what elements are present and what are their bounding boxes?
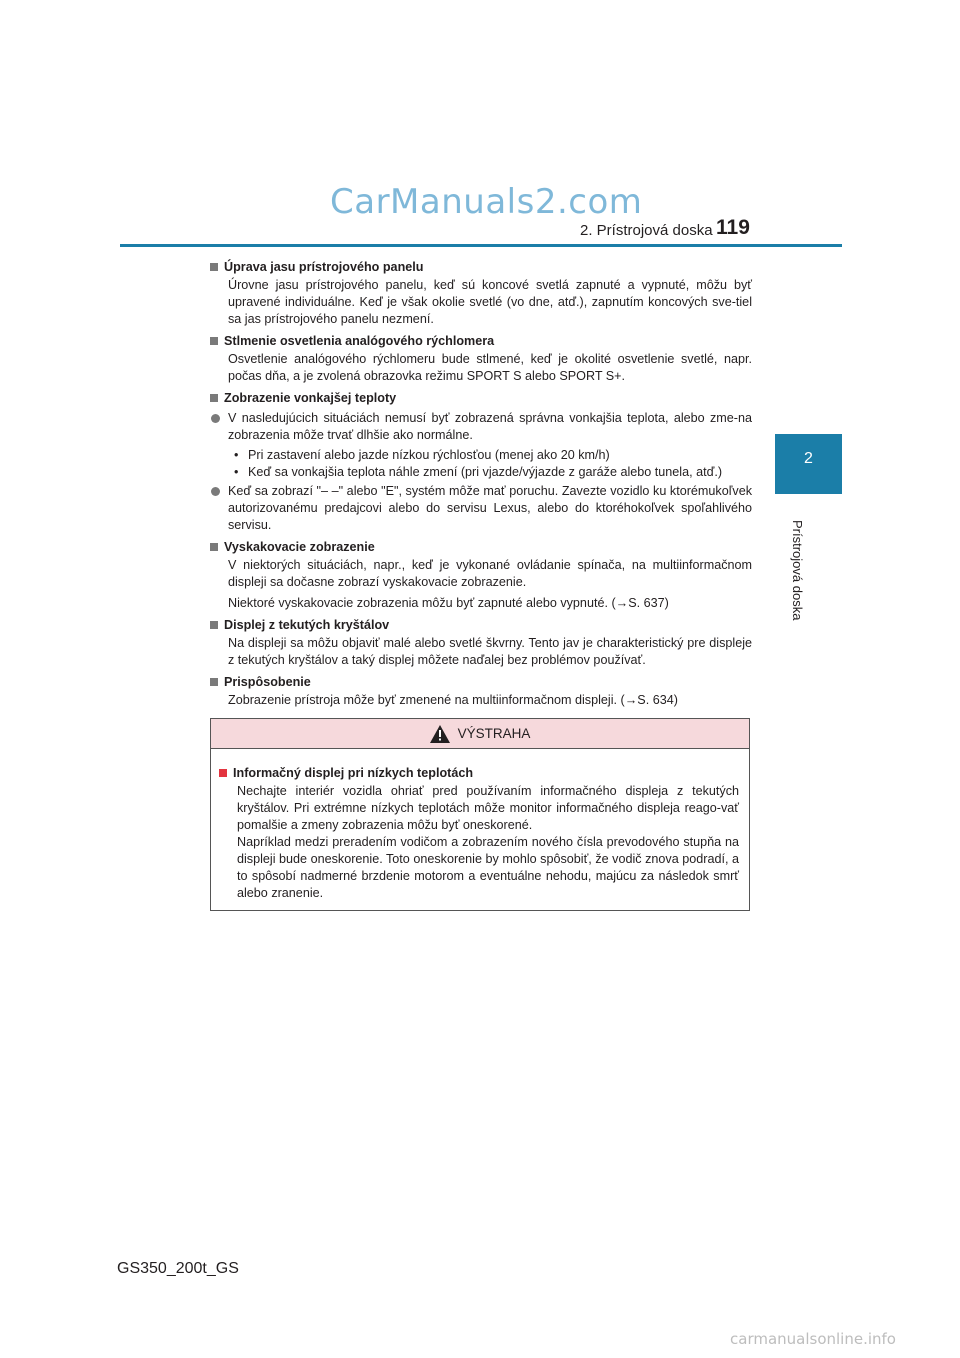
- watermark-footer: carmanualsonline.info: [730, 1330, 896, 1348]
- list-item: V nasledujúcich situáciách nemusí byť zobrazená správna vonkajšia teplota, alebo zme-na zobrazenia môže trvať dlhšie ako normálne.: [210, 410, 752, 444]
- section-title: 2. Prístrojová doska: [580, 222, 713, 239]
- square-bullet-icon: [210, 394, 218, 402]
- section-dimming: [210, 331, 752, 385]
- warning-subtitle: Informačný displej pri nízkych teplotách: [219, 763, 739, 783]
- square-bullet-icon: [210, 621, 218, 629]
- section-heading: Displej z tekutých kryštálov: [210, 615, 752, 635]
- paragraph: V niektorých situáciách, napr., keď je vykonané ovládanie spínača, na multiinformačnom displeji sa dočasne zobrazí vyskakovacie zobrazenie.: [228, 558, 752, 589]
- list-item: Keď sa zobrazí "– –" alebo "E", systém môže mať poruchu. Zavezte vozidlo ku ktorémukoľvek autorizovanému predajcovi alebo do servisu Lexus, alebo do ktoréhokoľvek spoľahlivého servisu.: [210, 483, 752, 534]
- square-bullet-icon: [210, 678, 218, 686]
- section-popup: [210, 537, 752, 612]
- paragraph: Napríklad medzi preradením vodičom a zobrazením nového čísla prevodového stupňa na displeji bude oneskorenie. Toto oneskorenie by mohlo spôsobiť, že vodič znova podradí, a to spôsobí nadmerné brzdenie motorom a eventuálne nehodu, majúcu za následok smrť alebo zranenie.: [237, 835, 739, 900]
- small-bullet-icon: •: [234, 465, 239, 479]
- section-heading: Zobrazenie vonkajšej teploty: [210, 388, 752, 408]
- warning-triangle-icon: [430, 725, 450, 743]
- header-divider: [120, 244, 842, 247]
- round-bullet-icon: [211, 414, 220, 423]
- square-bullet-icon: [210, 263, 218, 271]
- section-brightness: [210, 257, 752, 328]
- section-heading: Prispôsobenie: [210, 672, 752, 692]
- chapter-tab: 2: [775, 434, 842, 494]
- section-outside-temperature: [210, 388, 752, 534]
- chapter-side-label: [790, 520, 814, 620]
- small-bullet-icon: •: [234, 448, 239, 462]
- square-bullet-icon: [219, 769, 227, 777]
- sub-list-item: • Keď sa vonkajšia teplota náhle zmení (pri vjazde/výjazde z garáže alebo tunela, atď.): [234, 465, 723, 479]
- section-heading: Vyskakovacie zobrazenie: [210, 537, 752, 557]
- paragraph: Zobrazenie prístroja môže byť zmenené na multiinformačnom displeji. (→S. 634): [228, 693, 678, 707]
- paragraph: Osvetlenie analógového rýchlomeru bude stlmené, keď je okolité osvetlenie svetlé, napr. počas dňa, a je zvolená obrazovka režimu SPORT S alebo SPORT S+.: [228, 352, 752, 383]
- warning-box: [210, 718, 750, 911]
- page-number: 119: [716, 216, 750, 239]
- footer-model-code: GS350_200t_GS: [117, 1260, 239, 1277]
- chapter-side-label-text: Prístrojová doska: [790, 520, 805, 621]
- paragraph: Nechajte interiér vozidla ohriať pred používaním informačného displeja z tekutých kryštálov. Pri extrémne nízkych teplotách môže monitor informačného displeja reago-vať pomalšie a zmeny zobrazenia môžu byť oneskorené.: [237, 784, 739, 832]
- warning-body: [211, 749, 749, 902]
- sub-list-item: • Pri zastavení alebo jazde nízkou rýchlosťou (menej ako 20 km/h): [234, 448, 610, 462]
- square-bullet-icon: [210, 543, 218, 551]
- section-customization: [210, 672, 752, 709]
- main-content: [210, 254, 752, 709]
- paragraph: Na displeji sa môžu objaviť malé alebo svetlé škvrny. Tento jav je charakteristický pre displeje z tekutých kryštálov a taký displej môžete naďalej bez problémov používať.: [228, 636, 752, 667]
- paragraph: Niektoré vyskakovacie zobrazenia môžu byť zapnuté alebo vypnuté. (→S. 637): [228, 596, 669, 610]
- paragraph: Úrovne jasu prístrojového panelu, keď sú koncové svetlá zapnuté a vypnuté, môžu byť upravené individuálne. Keď je však okolie svetlé (vo dne, atď.), zapnutím koncových sve-tiel sa jas prístrojového panelu nezmení.: [228, 278, 752, 326]
- warning-header: VÝSTRAHA: [211, 719, 749, 749]
- section-lcd: [210, 615, 752, 669]
- section-heading: Stlmenie osvetlenia analógového rýchlomera: [210, 331, 752, 351]
- round-bullet-icon: [211, 487, 220, 496]
- square-bullet-icon: [210, 337, 218, 345]
- section-heading: Úprava jasu prístrojového panelu: [210, 257, 752, 277]
- watermark-logo: CarManuals2.com: [330, 182, 643, 222]
